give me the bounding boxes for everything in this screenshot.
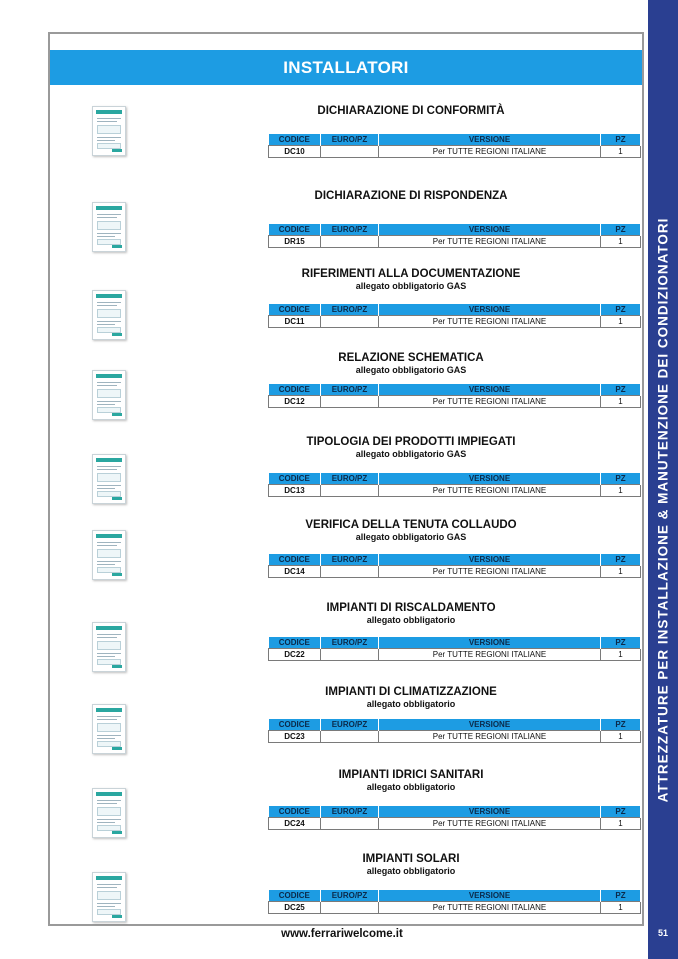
product-subtitle: allegato obbligatorio GAS (355, 449, 467, 459)
cell-versione: Per TUTTE REGIONI ITALIANE (379, 731, 601, 743)
header-pz: PZ (601, 304, 641, 316)
header-versione: VERSIONE (379, 890, 601, 902)
header-versione: VERSIONE (379, 473, 601, 485)
cell-versione: Per TUTTE REGIONI ITALIANE (379, 902, 601, 914)
product-table (268, 384, 641, 408)
table-header-row (269, 384, 641, 396)
cell-versione: Per TUTTE REGIONI ITALIANE (379, 236, 601, 248)
header-codice: CODICE (269, 473, 321, 485)
cell-pz: 1 (601, 396, 641, 408)
table-header-row (269, 473, 641, 485)
header-pz: PZ (601, 134, 641, 146)
table-row (269, 649, 641, 661)
table-row (269, 566, 641, 578)
table-header-row (269, 890, 641, 902)
cell-euro (321, 396, 379, 408)
header-versione: VERSIONE (379, 554, 601, 566)
form-thumbnail[interactable] (92, 106, 126, 156)
product-subtitle: allegato obbligatorio (366, 866, 456, 876)
header-euro: EURO/PZ (321, 384, 379, 396)
form-thumbnail[interactable] (92, 290, 126, 340)
table-header-row (269, 554, 641, 566)
table-header-row (269, 637, 641, 649)
header-pz: PZ (601, 806, 641, 818)
product-title: DICHIARAZIONE DI CONFORMITÀ (317, 105, 505, 117)
product-subtitle: allegato obbligatorio (366, 615, 456, 625)
cell-pz: 1 (601, 649, 641, 661)
product-subtitle: allegato obbligatorio GAS (355, 365, 467, 375)
table-header-row (269, 134, 641, 146)
product-subtitle: allegato obbligatorio GAS (355, 532, 467, 542)
cell-codice: DR15 (269, 236, 321, 248)
cell-versione: Per TUTTE REGIONI ITALIANE (379, 316, 601, 328)
header-pz: PZ (601, 554, 641, 566)
cell-euro (321, 316, 379, 328)
product-table (268, 473, 641, 497)
table-row (269, 731, 641, 743)
table-row (269, 396, 641, 408)
table-row (269, 236, 641, 248)
section-banner: INSTALLATORI (50, 50, 642, 85)
header-euro: EURO/PZ (321, 637, 379, 649)
header-codice: CODICE (269, 304, 321, 316)
table-header-row (269, 304, 641, 316)
form-thumbnail[interactable] (92, 370, 126, 420)
cell-pz: 1 (601, 731, 641, 743)
header-codice: CODICE (269, 554, 321, 566)
cell-codice: DC22 (269, 649, 321, 661)
header-versione: VERSIONE (379, 806, 601, 818)
header-versione: VERSIONE (379, 637, 601, 649)
product-table (268, 719, 641, 743)
sidebar-strip (648, 0, 678, 959)
cell-codice: DC11 (269, 316, 321, 328)
cell-codice: DC25 (269, 902, 321, 914)
header-euro: EURO/PZ (321, 473, 379, 485)
sidebar-title: ATTREZZATURE PER INSTALLAZIONE & MANUTENZIONE DEI CONDIZIONATORI (655, 217, 671, 803)
cell-euro (321, 902, 379, 914)
cell-codice: DC14 (269, 566, 321, 578)
table-row (269, 485, 641, 497)
form-thumbnail[interactable] (92, 622, 126, 672)
form-thumbnail[interactable] (92, 530, 126, 580)
cell-pz: 1 (601, 316, 641, 328)
header-codice: CODICE (269, 890, 321, 902)
table-row (269, 146, 641, 158)
header-versione: VERSIONE (379, 134, 601, 146)
product-table (268, 637, 641, 661)
cell-euro (321, 146, 379, 158)
cell-versione: Per TUTTE REGIONI ITALIANE (379, 485, 601, 497)
header-pz: PZ (601, 384, 641, 396)
product-title: IMPIANTI DI RISCALDAMENTO (326, 602, 496, 614)
product-title: RELAZIONE SCHEMATICA (338, 352, 484, 364)
cell-versione: Per TUTTE REGIONI ITALIANE (379, 146, 601, 158)
product-title: IMPIANTI SOLARI (362, 853, 460, 865)
product-subtitle: allegato obbligatorio GAS (355, 281, 467, 291)
cell-versione: Per TUTTE REGIONI ITALIANE (379, 566, 601, 578)
cell-euro (321, 818, 379, 830)
header-pz: PZ (601, 890, 641, 902)
cell-codice: DC23 (269, 731, 321, 743)
header-codice: CODICE (269, 224, 321, 236)
header-codice: CODICE (269, 134, 321, 146)
cell-codice: DC24 (269, 818, 321, 830)
table-row (269, 902, 641, 914)
table-row (269, 316, 641, 328)
header-codice: CODICE (269, 637, 321, 649)
form-thumbnail[interactable] (92, 202, 126, 252)
cell-pz: 1 (601, 818, 641, 830)
product-table (268, 890, 641, 914)
product-title: RIFERIMENTI ALLA DOCUMENTAZIONE (301, 268, 521, 280)
product-title: IMPIANTI DI CLIMATIZZAZIONE (325, 686, 497, 698)
form-thumbnail[interactable] (92, 704, 126, 754)
header-versione: VERSIONE (379, 384, 601, 396)
product-table (268, 304, 641, 328)
table-header-row (269, 806, 641, 818)
cell-codice: DC12 (269, 396, 321, 408)
header-euro: EURO/PZ (321, 719, 379, 731)
form-thumbnail[interactable] (92, 788, 126, 838)
header-pz: PZ (601, 637, 641, 649)
header-versione: VERSIONE (379, 304, 601, 316)
header-pz: PZ (601, 719, 641, 731)
catalog-frame (48, 32, 644, 926)
header-pz: PZ (601, 473, 641, 485)
cell-pz: 1 (601, 902, 641, 914)
table-header-row (269, 719, 641, 731)
header-euro: EURO/PZ (321, 890, 379, 902)
page-number: 51 (657, 928, 668, 938)
cell-pz: 1 (601, 146, 641, 158)
product-title: DICHIARAZIONE DI RISPONDENZA (314, 190, 508, 202)
header-codice: CODICE (269, 806, 321, 818)
product-subtitle: allegato obbligatorio (366, 782, 456, 792)
website-url[interactable]: www.ferrariwelcome.it (281, 928, 403, 940)
cell-codice: DC10 (269, 146, 321, 158)
header-euro: EURO/PZ (321, 304, 379, 316)
cell-pz: 1 (601, 236, 641, 248)
cell-pz: 1 (601, 566, 641, 578)
table-header-row (269, 224, 641, 236)
header-euro: EURO/PZ (321, 806, 379, 818)
header-codice: CODICE (269, 719, 321, 731)
cell-euro (321, 566, 379, 578)
header-euro: EURO/PZ (321, 134, 379, 146)
header-pz: PZ (601, 224, 641, 236)
product-table (268, 554, 641, 578)
cell-versione: Per TUTTE REGIONI ITALIANE (379, 649, 601, 661)
cell-pz: 1 (601, 485, 641, 497)
cell-versione: Per TUTTE REGIONI ITALIANE (379, 818, 601, 830)
product-table (268, 806, 641, 830)
table-row (269, 818, 641, 830)
form-thumbnail[interactable] (92, 454, 126, 504)
form-thumbnail[interactable] (92, 872, 126, 922)
header-versione: VERSIONE (379, 719, 601, 731)
cell-codice: DC13 (269, 485, 321, 497)
cell-versione: Per TUTTE REGIONI ITALIANE (379, 396, 601, 408)
header-versione: VERSIONE (379, 224, 601, 236)
cell-euro (321, 485, 379, 497)
header-euro: EURO/PZ (321, 224, 379, 236)
product-subtitle: allegato obbligatorio (366, 699, 456, 709)
product-table (268, 224, 641, 248)
cell-euro (321, 649, 379, 661)
product-table (268, 134, 641, 158)
product-title: IMPIANTI IDRICI SANITARI (338, 769, 484, 781)
header-codice: CODICE (269, 384, 321, 396)
product-title: TIPOLOGIA DEI PRODOTTI IMPIEGATI (306, 436, 516, 448)
cell-euro (321, 236, 379, 248)
header-euro: EURO/PZ (321, 554, 379, 566)
cell-euro (321, 731, 379, 743)
product-title: VERIFICA DELLA TENUTA COLLAUDO (305, 519, 517, 531)
